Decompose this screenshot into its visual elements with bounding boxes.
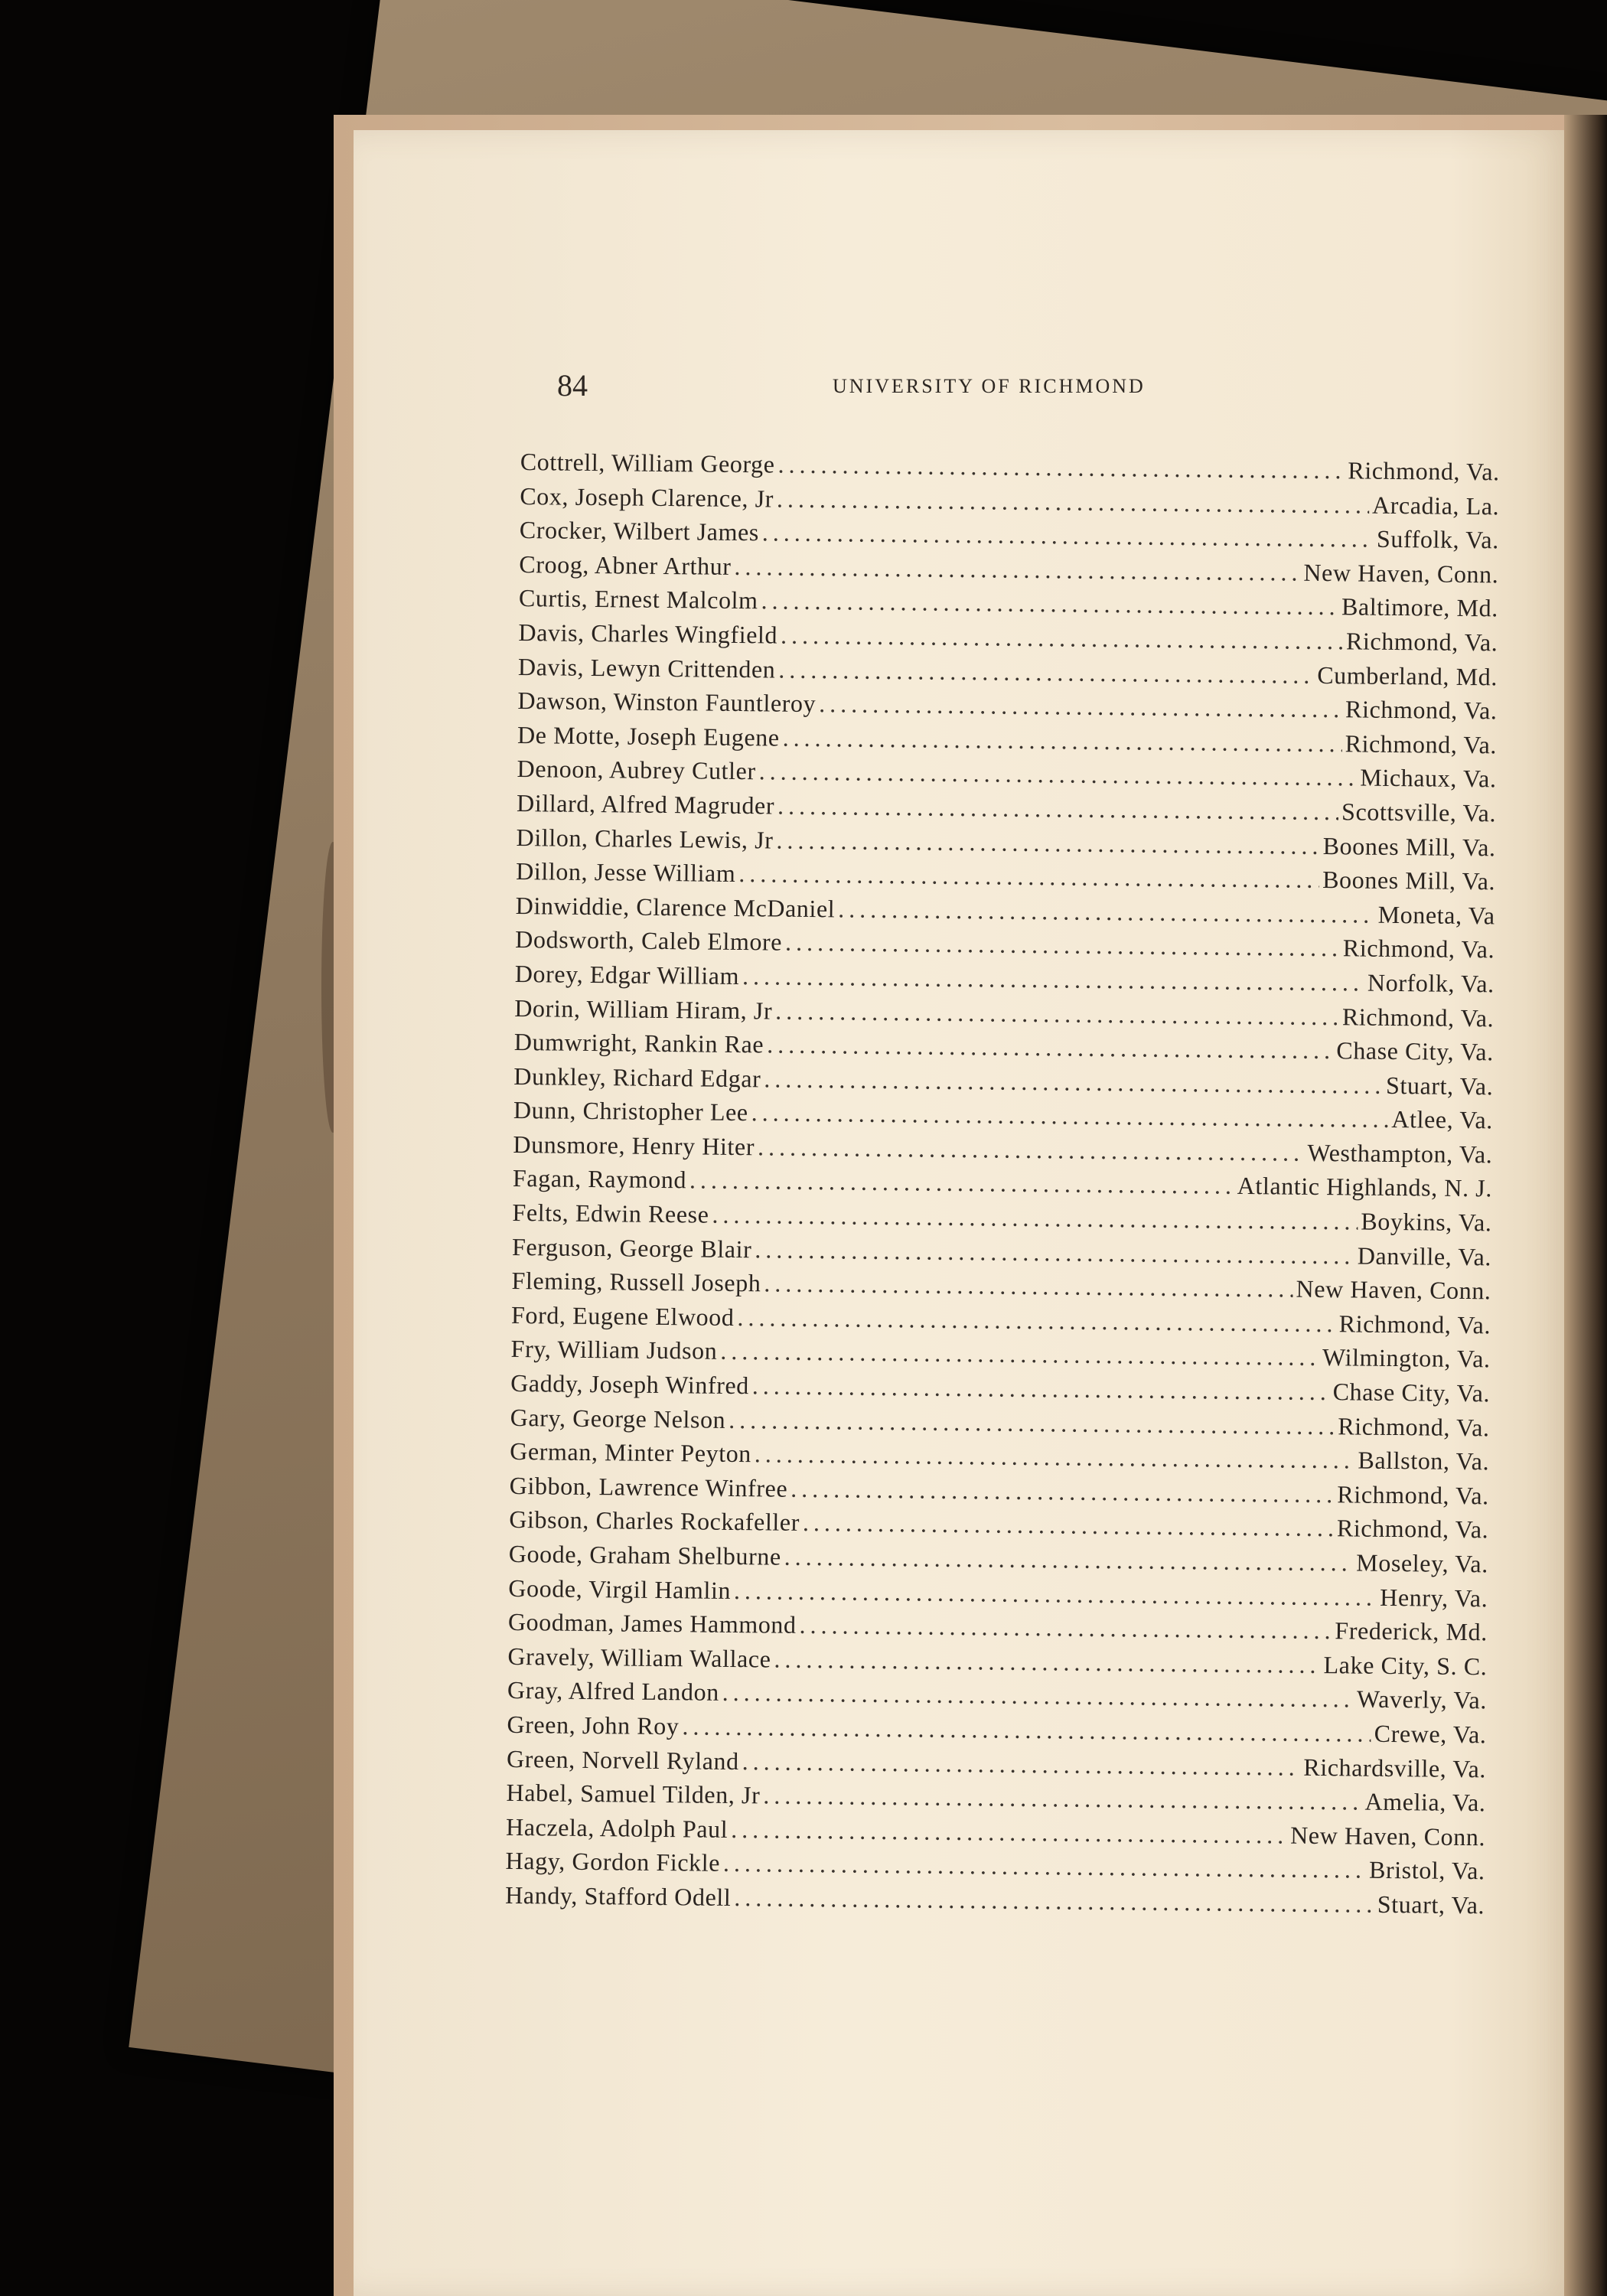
student-hometown: Waverly, Va. [1356,1684,1488,1714]
student-hometown: Richmond, Va. [1337,1480,1489,1510]
dot-leader [838,895,1375,928]
student-hometown: Richardsville, Va. [1303,1753,1487,1782]
dot-leader [782,723,1341,758]
student-directory-list [505,448,1500,1926]
dot-leader [755,1235,1354,1270]
student-name: Dillon, Charles Lewis, Jr [516,823,774,854]
student-name: Fagan, Raymond [512,1164,687,1194]
student-name: Dunsmore, Henry Hiter [513,1130,755,1161]
student-name: Davis, Charles Wingfield [518,618,778,649]
dot-leader [774,1645,1321,1678]
student-hometown: Wilmington, Va. [1322,1343,1491,1373]
student-hometown: Suffolk, Va. [1376,524,1499,554]
student-name: Ferguson, George Blair [511,1232,752,1263]
student-name: Green, John Roy [507,1710,680,1740]
student-name: Dumwright, Rankin Rae [513,1028,764,1058]
dot-leader [712,1201,1358,1236]
student-name: Gibbon, Lawrence Winfree [509,1471,788,1502]
dot-leader [720,1337,1319,1371]
student-hometown: New Haven, Conn. [1296,1274,1491,1305]
student-hometown: New Haven, Conn. [1303,558,1499,589]
dot-leader [729,1406,1335,1440]
student-name: Dorey, Edgar William [514,959,740,990]
dot-leader [776,826,1320,859]
student-name: Cox, Joseph Clarence, Jr [520,481,774,513]
dot-leader [777,484,1369,519]
student-name: Goode, Virgil Hamlin [508,1574,732,1604]
dot-leader [785,928,1340,963]
student-hometown: Richmond, Va. [1338,1309,1491,1339]
student-hometown: Stuart, Va. [1385,1071,1494,1101]
student-hometown: Bristol, Va. [1368,1856,1485,1885]
dot-leader [781,621,1343,656]
student-name: Cottrell, William George [520,448,775,478]
student-hometown: Arcadia, La. [1371,491,1500,520]
dot-leader [689,1166,1234,1200]
running-head: UNIVERSITY OF RICHMOND [833,375,1146,397]
dot-leader [742,1747,1301,1782]
student-hometown: Richmond, Va. [1338,1411,1490,1441]
dot-leader [734,1883,1374,1919]
student-hometown: Richmond, Va. [1336,1514,1489,1544]
student-name: Curtis, Ernest Malcolm [518,584,758,615]
student-hometown: Danville, Va. [1357,1241,1492,1271]
dot-leader [731,1815,1287,1850]
dot-leader [738,859,1319,894]
student-hometown: Moneta, Va [1377,900,1495,930]
dot-leader [737,1303,1336,1338]
dot-leader [777,791,1338,826]
student-hometown: Scottsville, Va. [1341,797,1497,827]
student-name: Dunn, Christopher Lee [513,1096,748,1127]
dot-leader [734,553,1300,587]
student-name: Haczela, Adolph Paul [505,1812,729,1843]
student-name: Dodsworth, Caleb Elmore [515,925,783,956]
student-hometown: Henry, Va. [1380,1583,1488,1612]
student-name: Goodman, James Hammond [507,1608,797,1639]
dot-leader [723,1849,1366,1884]
student-hometown: Boones Mill, Va. [1322,866,1496,895]
dot-leader [790,1475,1335,1508]
student-name: Crocker, Wilbert James [519,516,760,546]
dot-leader [763,1782,1362,1816]
dot-leader [759,758,1358,792]
page-number: 84 [557,368,588,403]
student-hometown: New Haven, Conn. [1289,1821,1486,1851]
student-hometown: Norfolk, Va. [1367,968,1495,998]
student-name: Dawson, Winston Fauntleroy [517,687,817,718]
dot-leader [799,1611,1332,1645]
page-header [557,367,1475,413]
dot-leader [803,1508,1334,1542]
student-hometown: Richmond, Va. [1341,1002,1495,1032]
student-hometown: Cumberland, Md. [1317,660,1498,690]
student-hometown: Frederick, Md. [1335,1616,1488,1646]
dot-leader [734,1577,1377,1612]
student-name: Gary, George Nelson [510,1403,726,1433]
student-name: Gaddy, Joseph Winfred [510,1368,750,1400]
student-hometown: Amelia, Va. [1364,1787,1486,1817]
student-name: Croog, Abner Arthur [519,550,732,580]
dot-leader [764,1065,1383,1099]
dot-leader [784,1543,1354,1577]
student-name: Gravely, William Wallace [507,1642,771,1673]
student-hometown: Richmond, Va. [1348,456,1500,486]
student-name: Dillard, Alfred Magruder [516,788,775,820]
student-name: Handy, Stafford Odell [505,1880,732,1911]
student-hometown: Boones Mill, Va. [1322,831,1496,861]
dot-leader [755,1440,1355,1474]
student-name: Habel, Samuel Tilden, Jr [506,1779,761,1809]
dot-leader [751,1098,1388,1133]
student-name: Fleming, Russell Joseph [511,1267,761,1297]
student-name: Fry, William Judson [510,1335,718,1365]
book-gutter [1564,115,1607,2296]
student-hometown: Chase City, Va. [1332,1378,1491,1407]
student-name: De Motte, Joseph Eugene [517,720,780,752]
student-name: Hagy, Gordon Fickle [505,1847,721,1877]
dot-leader [775,996,1339,1031]
student-hometown: Baltimore, Md. [1341,592,1499,622]
dot-leader [758,1133,1305,1166]
student-name: Felts, Edwin Reese [512,1199,709,1228]
student-name: Gibson, Charles Rockafeller [509,1505,800,1537]
student-hometown: Richmond, Va. [1345,729,1498,759]
student-hometown: Lake City, S. C. [1323,1650,1488,1681]
student-hometown: Boykins, Va. [1361,1207,1492,1237]
dot-leader [778,655,1314,689]
student-hometown: Atlee, Va. [1391,1105,1494,1134]
student-hometown: Ballston, Va. [1358,1446,1490,1476]
dot-leader [777,451,1345,485]
student-hometown: Chase City, Va. [1336,1036,1494,1066]
student-name: Dunkley, Richard Edgar [513,1062,761,1093]
student-name: Davis, Lewyn Crittenden [517,652,776,683]
student-hometown: Richmond, Va. [1342,934,1495,964]
student-hometown: Richmond, Va. [1345,627,1498,657]
student-name: Denoon, Aubrey Cutler [517,755,756,785]
student-hometown: Michaux, Va. [1360,763,1497,793]
dot-leader [762,519,1374,553]
student-hometown: Moseley, Va. [1356,1548,1488,1578]
student-hometown: Richmond, Va. [1345,695,1498,725]
student-name: Dillon, Jesse William [516,857,736,888]
dot-leader [764,1270,1293,1303]
dot-leader [752,1371,1330,1406]
dot-leader [761,587,1338,621]
student-hometown: Crewe, Va. [1374,1719,1487,1749]
student-name: Gray, Alfred Landon [507,1676,719,1707]
student-hometown: Westhampton, Va. [1307,1138,1493,1169]
dot-leader [767,1031,1334,1065]
student-hometown: Stuart, Va. [1377,1890,1485,1919]
dot-leader [819,690,1342,723]
dot-leader [722,1678,1354,1714]
student-hometown: Atlantic Highlands, N. J. [1237,1172,1493,1202]
student-name: Dinwiddie, Clarence McDaniel [515,891,836,923]
student-name: Goode, Graham Shelburne [508,1539,781,1570]
student-name: Green, Norvell Ryland [506,1744,739,1775]
student-name: German, Minter Peyton [510,1437,752,1468]
student-name: Dorin, William Hiram, Jr [514,993,773,1024]
student-name: Ford, Eugene Elwood [510,1300,735,1331]
dot-leader [742,962,1364,997]
